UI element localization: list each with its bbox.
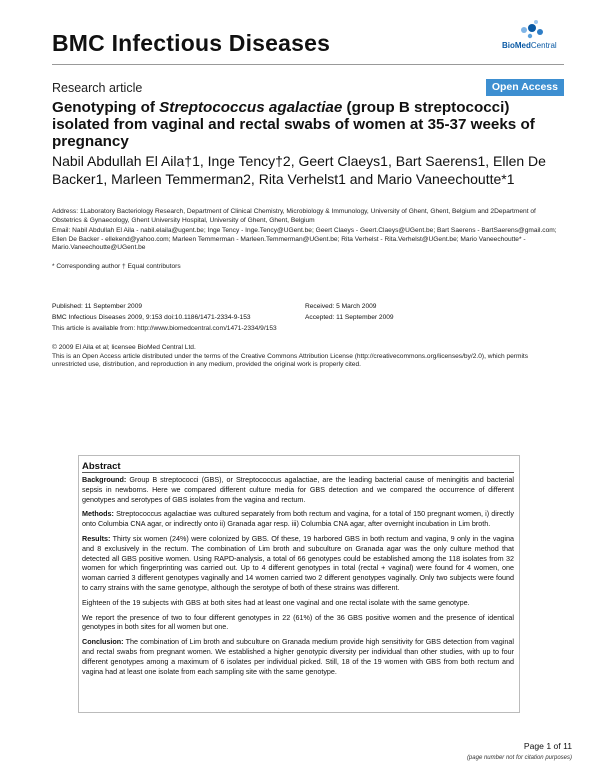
abstract-methods: Methods: Streptococcus agalactiae was cultured separately from both rectum and vagina, for a total of 150 pregnant women, i) directly onto Columbia CNA agar, or indirectly onto ii) Granada agar resp. iii) Columbia CNA agar, after overnight incubation in Lim broth. <box>82 509 514 529</box>
logo-text: BioMedCentral <box>502 41 557 50</box>
page-number: Page 1 of 11 <box>523 741 572 751</box>
authors: Nabil Abdullah El Aila†1, Inge Tency†2, Geert Claeys1, Bart Saerens1, Ellen De Backer1, Marleen Temmerman2, Rita Verhelst1 and Mario Vaneechoutte*1 <box>52 153 546 187</box>
author-address: Address: 1Laboratory Bacteriology Research, Department of Clinical Chemistry, Microbiology & Immunology, University of Ghent, Ghent, Belgium and 2Department of Obstetrics & Gynaecology, Ghent University Hospital, University of Ghent, Ghent, Belgium <box>52 208 536 224</box>
abstract-results-p3: We report the presence of two to four different genotypes in 22 (61%) of the 36 GBS positive women and the presence of identical genotypes in both sites for all women but one. <box>82 612 514 632</box>
citation: BMC Infectious Diseases 2009, 9:153 doi:10.1186/1471-2334-9-153 <box>52 313 251 321</box>
biomed-central-logo-icon <box>502 18 558 42</box>
open-access-badge[interactable]: Open Access <box>486 79 564 96</box>
biomed-central-logo[interactable] <box>502 18 558 56</box>
publication-info <box>52 302 251 323</box>
author-emails: Email: Nabil Abdullah El Aila - nabil.elaila@ugent.be; Inge Tency - Inge.Tency@UGent.be; Geert Claeys - Geert.Claeys@UGent.be; Bart Saerens - BartSaerens@gmail.com; Ellen De Backer - ellekend@yahoo.com; Marleen Temmerman - Marleen.Temmerman@UGent.be; Rita Verhelst - Rita.Verhelst@UGent.be; Mario Vaneechoutte* - Mario.Vaneechoutte@UGent.be <box>52 227 557 252</box>
abstract-results: Results: Thirty six women (24%) were colonized by GBS. Of these, 19 harbored GBS in both rectum and vagina, 9 only in the vagina and 8 exclusively in the rectum. The combination of Lim broth and subculture on Granada agar was the only culture method that detected all GBS positive women. Using RAPD-analysis, a total of 66 genotypes could be established among the 118 isolates from 32 women for which fingerprinting was carried out. Up to 4 different genotypes in total (rectal + vaginal) were found for 4 women, one woman carried 3 different genotypes vaginally and 14 women carried two 2 different genotypes vaginally. Only two subjects were found to carry strains with the same genotype, although the serotype of both of these strains was different. <box>82 533 514 592</box>
publication-dates <box>305 302 394 323</box>
received-date: Received: 5 March 2009 <box>305 303 377 310</box>
header-divider <box>52 64 564 65</box>
author-footnote: * Corresponding author † Equal contributors <box>52 263 181 270</box>
abstract-body <box>82 475 514 681</box>
article-type: Research article <box>52 81 143 95</box>
accepted-date: Accepted: 11 September 2009 <box>305 313 394 321</box>
journal-title: BMC Infectious Diseases <box>52 30 331 56</box>
copyright-line: © 2009 El Aila et al; licensee BioMed Central Ltd. <box>52 344 196 351</box>
published-date: Published: 11 September 2009 <box>52 303 143 310</box>
license-text: This is an Open Access article distributed under the terms of the Creative Commons Attribution License (http://creativecommons.org/licenses/by/2.0), which permits unrestricted use, distribution, and reproduction in any medium, provided the original work is properly cited. <box>52 352 529 369</box>
abstract-conclusion: Conclusion: The combination of Lim broth and subculture on Granada medium provide high sensitivity for GBS detection from vaginal and rectal swabs from pregnant women. We established a higher genotypic diversity per individual than other studies, with up to four different genotypes among a maximum of 6 isolates per individual picked. Still, 18 of the 19 women with GBS from both rectum and vagina had at least one isolate from each sampling site with the same genotype. <box>82 637 514 676</box>
abstract-background: Background: Group B streptococci (GBS), or Streptococcus agalactiae, are the leading bacterial cause of meningitis and bacterial sepsis in newborns. Here we compared different culture media for GBS detection and we compared the occurrence of different genotypes and serotypes of GBS isolates from the vagina and rectum. <box>82 475 514 504</box>
abstract-heading: Abstract <box>82 461 121 472</box>
article-url[interactable]: This article is available from: http://www.biomedcentral.com/1471-2334/9/153 <box>52 325 277 332</box>
abstract-divider <box>82 472 514 473</box>
copyright <box>52 344 562 370</box>
page-number-note: (page number not for citation purposes) <box>466 755 572 761</box>
abstract-results-p2: Eighteen of the 19 subjects with GBS at both sites had at least one vaginal and one rectal isolate with the same genotype. <box>82 597 470 607</box>
article-title: Genotyping of Streptococcus agalactiae (group B streptococci) isolated from vaginal and rectal swabs of women at 35-37 weeks of pregnancy <box>52 99 535 150</box>
